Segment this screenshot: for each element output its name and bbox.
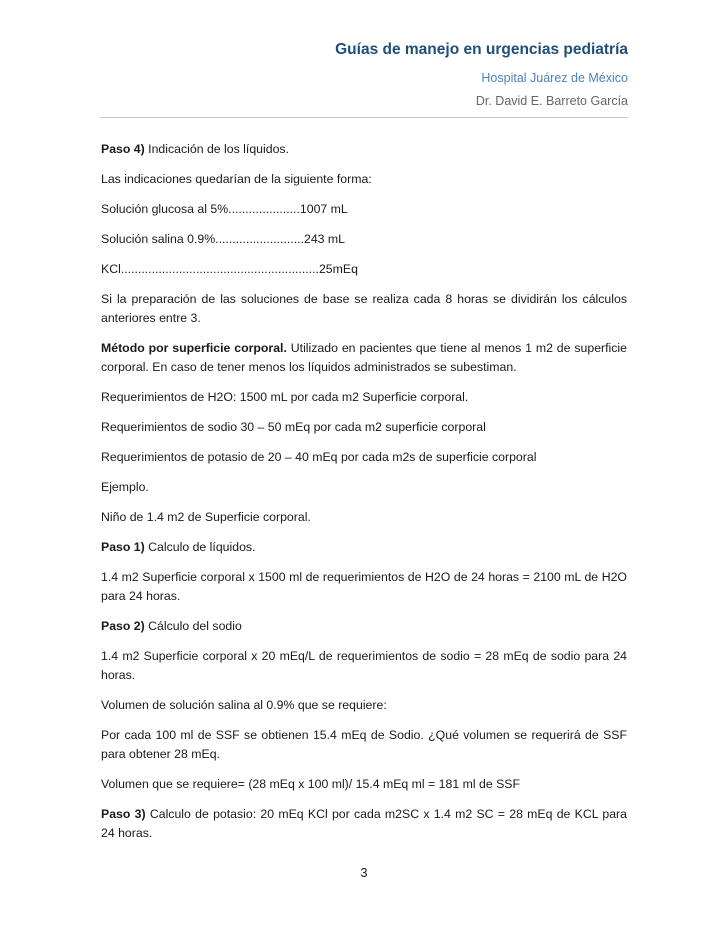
- paragraph: [101, 230, 627, 249]
- paragraph: [101, 140, 627, 159]
- header-divider: [100, 117, 628, 118]
- paragraph-text: Solución glucosa al 5%.....................1007 mL: [101, 202, 348, 216]
- paragraph-text: Por cada 100 ml de SSF se obtienen 15.4 mEq de Sodio. ¿Qué volumen se requerirá de SSF para obtener 28 mEq.: [101, 728, 627, 761]
- paragraph-text: Indicación de los líquidos.: [144, 142, 289, 156]
- paragraph-text: Volumen de solución salina al 0.9% que se requiere:: [101, 698, 387, 712]
- paragraph: [101, 200, 627, 219]
- paragraph: [101, 726, 627, 764]
- document-body: [101, 140, 627, 854]
- paragraph: [101, 696, 627, 715]
- paragraph: [101, 647, 627, 685]
- page-number: 3: [360, 866, 368, 880]
- paragraph: [101, 538, 627, 557]
- paragraph-text: Requerimientos de sodio 30 – 50 mEq por cada m2 superficie corporal: [101, 420, 486, 434]
- paragraph-bold-lead: Paso 1): [101, 540, 145, 554]
- paragraph-bold-lead: Método por superficie corporal.: [101, 341, 287, 355]
- paragraph: [101, 568, 627, 606]
- author-name: Dr. David E. Barreto García: [475, 94, 628, 108]
- paragraph: [101, 418, 627, 437]
- paragraph-text: Niño de 1.4 m2 de Superficie corporal.: [101, 510, 311, 524]
- paragraph: [101, 388, 627, 407]
- paragraph-text: Requerimientos de H2O: 1500 mL por cada m2 Superficie corporal.: [101, 390, 469, 404]
- paragraph-bold-lead: Paso 3): [101, 807, 146, 821]
- paragraph: [101, 170, 627, 189]
- hospital-name: Hospital Juárez de México: [481, 71, 628, 85]
- paragraph: [101, 290, 627, 328]
- paragraph: [101, 260, 627, 279]
- paragraph: [101, 775, 627, 794]
- document-title: Guías de manejo en urgencias pediatría: [335, 41, 628, 58]
- paragraph-bold-lead: Paso 4): [101, 142, 145, 156]
- paragraph-text: Ejemplo.: [101, 480, 149, 494]
- paragraph: [101, 805, 627, 843]
- paragraph-text: Calculo de líquidos.: [144, 540, 256, 554]
- paragraph: [101, 508, 627, 527]
- paragraph: [101, 448, 627, 467]
- paragraph-text: Calculo de potasio: 20 mEq KCl por cada m2SC x 1.4 m2 SC = 28 mEq de KCL para 24 horas.: [101, 807, 627, 840]
- paragraph-text: Requerimientos de potasio de 20 – 40 mEq por cada m2s de superficie corporal: [101, 450, 537, 464]
- paragraph-text: Las indicaciones quedarían de la siguiente forma:: [101, 172, 372, 186]
- paragraph-text: 1.4 m2 Superficie corporal x 1500 ml de requerimientos de H2O de 24 horas = 2100 mL de H2O para 24 horas.: [101, 570, 627, 603]
- paragraph: [101, 339, 627, 377]
- paragraph: [101, 478, 627, 497]
- paragraph-bold-lead: Paso 2): [101, 619, 145, 633]
- paragraph-text: KCl..........................................................25mEq: [101, 262, 358, 276]
- page-header: [100, 38, 628, 111]
- paragraph-text: Utilizado en pacientes que tiene al menos 1 m2 de superficie corporal. En caso de tener menos los líquidos administrados se subestiman.: [101, 341, 627, 374]
- paragraph-text: Volumen que se requiere= (28 mEq x 100 ml)/ 15.4 mEq ml = 181 ml de SSF: [101, 777, 520, 791]
- paragraph-text: Solución salina 0.9%..........................243 mL: [101, 232, 346, 246]
- paragraph-text: Cálculo del sodio: [144, 619, 242, 633]
- paragraph-text: Si la preparación de las soluciones de base se realiza cada 8 horas se dividirán los cálculos anteriores entre 3.: [101, 292, 627, 325]
- paragraph-text: 1.4 m2 Superficie corporal x 20 mEq/L de requerimientos de sodio = 28 mEq de sodio para 24 horas.: [101, 649, 627, 682]
- paragraph: [101, 617, 627, 636]
